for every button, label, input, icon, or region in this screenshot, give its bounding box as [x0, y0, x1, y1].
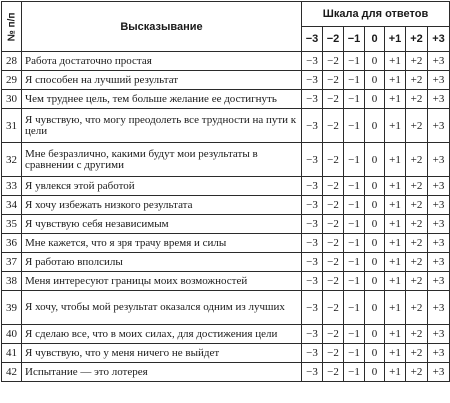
scale-option[interactable]: −2	[323, 325, 344, 344]
scale-option[interactable]: +2	[406, 272, 428, 291]
table-row	[2, 253, 450, 272]
scale-option[interactable]: −2	[323, 215, 344, 234]
scale-value-header: +3	[428, 27, 450, 52]
scale-option[interactable]: −2	[323, 52, 344, 71]
questionnaire-table	[1, 1, 450, 382]
scale-option[interactable]: +2	[406, 344, 428, 363]
statement-text: Я увлекся этой работой	[22, 177, 302, 196]
scale-option[interactable]: −1	[344, 272, 365, 291]
scale-option[interactable]: −2	[323, 90, 344, 109]
scale-option[interactable]: +2	[406, 215, 428, 234]
scale-option[interactable]: +3	[428, 196, 450, 215]
scale-option[interactable]: 0	[365, 177, 385, 196]
scale-option[interactable]: −2	[323, 109, 344, 143]
statement-text: Мне безразлично, какими будут мои результаты в сравнении с другими	[22, 143, 302, 177]
scale-option[interactable]: 0	[365, 363, 385, 382]
scale-option[interactable]: −2	[323, 143, 344, 177]
statement-text: Я чувствую себя независимым	[22, 215, 302, 234]
scale-option[interactable]: +3	[428, 177, 450, 196]
scale-option[interactable]: +1	[385, 109, 406, 143]
row-number: 35	[2, 215, 22, 234]
table-row	[2, 109, 450, 143]
scale-option[interactable]: −2	[323, 177, 344, 196]
scale-option[interactable]: −2	[323, 344, 344, 363]
scale-option[interactable]: −1	[344, 52, 365, 71]
scale-value-header: 0	[365, 27, 385, 52]
statement-text: Чем труднее цель, тем больше желание ее достигнуть	[22, 90, 302, 109]
scale-option[interactable]: +2	[406, 90, 428, 109]
scale-option[interactable]: −2	[323, 272, 344, 291]
scale-header: Шкала для ответов	[302, 2, 450, 27]
row-number: 40	[2, 325, 22, 344]
statement-text: Работа достаточно простая	[22, 52, 302, 71]
scale-option[interactable]: −3	[302, 90, 323, 109]
index-column-label: № п/п	[6, 12, 17, 41]
scale-option[interactable]: +2	[406, 253, 428, 272]
index-column-header	[2, 2, 22, 52]
scale-option[interactable]: +3	[428, 215, 450, 234]
scale-option[interactable]: +2	[406, 52, 428, 71]
row-number: 37	[2, 253, 22, 272]
scale-option[interactable]: −3	[302, 272, 323, 291]
scale-option[interactable]: 0	[365, 143, 385, 177]
scale-value-header: −1	[344, 27, 365, 52]
scale-option[interactable]: −1	[344, 177, 365, 196]
scale-option[interactable]: +3	[428, 363, 450, 382]
scale-option[interactable]: −2	[323, 71, 344, 90]
row-number: 28	[2, 52, 22, 71]
scale-option[interactable]: +2	[406, 325, 428, 344]
scale-option[interactable]: 0	[365, 90, 385, 109]
scale-option[interactable]: +1	[385, 71, 406, 90]
scale-option[interactable]: +1	[385, 272, 406, 291]
table-row	[2, 272, 450, 291]
table-body	[2, 52, 450, 382]
row-number: 32	[2, 143, 22, 177]
row-number: 34	[2, 196, 22, 215]
scale-option[interactable]: +1	[385, 90, 406, 109]
scale-option[interactable]: −1	[344, 253, 365, 272]
scale-option[interactable]: +1	[385, 52, 406, 71]
table-row	[2, 52, 450, 71]
scale-option[interactable]: −3	[302, 215, 323, 234]
scale-value-header: −3	[302, 27, 323, 52]
table-row	[2, 344, 450, 363]
table-row	[2, 177, 450, 196]
statement-text: Испытание — это лотерея	[22, 363, 302, 382]
row-number: 41	[2, 344, 22, 363]
scale-option[interactable]: −3	[302, 253, 323, 272]
scale-option[interactable]: 0	[365, 71, 385, 90]
statement-text: Меня интересуют границы моих возможностей	[22, 272, 302, 291]
scale-option[interactable]: +3	[428, 325, 450, 344]
scale-option[interactable]: +3	[428, 291, 450, 325]
scale-option[interactable]: −3	[302, 234, 323, 253]
scale-option[interactable]: +1	[385, 196, 406, 215]
row-number: 33	[2, 177, 22, 196]
scale-option[interactable]: +2	[406, 177, 428, 196]
statement-text: Мне кажется, что я зря трачу время и силы	[22, 234, 302, 253]
scale-option[interactable]: 0	[365, 291, 385, 325]
scale-option[interactable]: +3	[428, 143, 450, 177]
scale-option[interactable]: −3	[302, 177, 323, 196]
scale-option[interactable]: 0	[365, 253, 385, 272]
row-number: 42	[2, 363, 22, 382]
scale-option[interactable]: −1	[344, 215, 365, 234]
table-row	[2, 325, 450, 344]
scale-option[interactable]: −1	[344, 109, 365, 143]
scale-option[interactable]: +1	[385, 215, 406, 234]
scale-option[interactable]: −3	[302, 52, 323, 71]
statement-text: Я хочу, чтобы мой результат оказался одним из лучших	[22, 291, 302, 325]
scale-option[interactable]: −1	[344, 291, 365, 325]
table-row	[2, 234, 450, 253]
scale-value-header: +1	[385, 27, 406, 52]
scale-option[interactable]: −3	[302, 325, 323, 344]
scale-option[interactable]: 0	[365, 344, 385, 363]
table-row	[2, 143, 450, 177]
row-number: 38	[2, 272, 22, 291]
scale-option[interactable]: −1	[344, 325, 365, 344]
scale-option[interactable]: +1	[385, 325, 406, 344]
scale-option[interactable]: −1	[344, 234, 365, 253]
scale-option[interactable]: −3	[302, 363, 323, 382]
scale-option[interactable]: 0	[365, 52, 385, 71]
scale-option[interactable]: −2	[323, 363, 344, 382]
scale-option[interactable]: −1	[344, 344, 365, 363]
scale-option[interactable]: −3	[302, 291, 323, 325]
scale-option[interactable]: 0	[365, 196, 385, 215]
scale-option[interactable]: −3	[302, 143, 323, 177]
scale-option[interactable]: −1	[344, 90, 365, 109]
scale-option[interactable]: −2	[323, 234, 344, 253]
row-number: 30	[2, 90, 22, 109]
scale-option[interactable]: 0	[365, 109, 385, 143]
table-row	[2, 90, 450, 109]
scale-option[interactable]: +1	[385, 344, 406, 363]
scale-option[interactable]: +1	[385, 291, 406, 325]
scale-option[interactable]: 0	[365, 272, 385, 291]
scale-option[interactable]: +2	[406, 234, 428, 253]
statement-text: Я чувствую, что могу преодолеть все трудности на пути к цели	[22, 109, 302, 143]
scale-option[interactable]: +3	[428, 71, 450, 90]
scale-option[interactable]: −1	[344, 196, 365, 215]
scale-option[interactable]: −3	[302, 344, 323, 363]
table-row	[2, 71, 450, 90]
scale-option[interactable]: 0	[365, 325, 385, 344]
scale-option[interactable]: −1	[344, 363, 365, 382]
scale-option[interactable]: +3	[428, 90, 450, 109]
scale-option[interactable]: +1	[385, 363, 406, 382]
statement-text: Я работаю вполсилы	[22, 253, 302, 272]
row-number: 31	[2, 109, 22, 143]
scale-value-header: +2	[406, 27, 428, 52]
scale-option[interactable]: +1	[385, 177, 406, 196]
scale-option[interactable]: 0	[365, 234, 385, 253]
scale-option[interactable]: +3	[428, 272, 450, 291]
scale-option[interactable]: +3	[428, 109, 450, 143]
scale-option[interactable]: +2	[406, 71, 428, 90]
scale-option[interactable]: +2	[406, 363, 428, 382]
statement-text: Я хочу избежать низкого результата	[22, 196, 302, 215]
scale-option[interactable]: +2	[406, 196, 428, 215]
scale-value-header: −2	[323, 27, 344, 52]
scale-option[interactable]: +3	[428, 344, 450, 363]
scale-option[interactable]: −1	[344, 71, 365, 90]
row-number: 36	[2, 234, 22, 253]
row-number: 39	[2, 291, 22, 325]
row-number: 29	[2, 71, 22, 90]
scale-option[interactable]: −3	[302, 71, 323, 90]
scale-option[interactable]: +1	[385, 234, 406, 253]
scale-option[interactable]: +2	[406, 291, 428, 325]
table-row	[2, 363, 450, 382]
statement-text: Я способен на лучший результат	[22, 71, 302, 90]
scale-option[interactable]: +2	[406, 143, 428, 177]
scale-option[interactable]: −3	[302, 109, 323, 143]
scale-option[interactable]: +1	[385, 253, 406, 272]
scale-option[interactable]: −1	[344, 143, 365, 177]
scale-option[interactable]: −2	[323, 196, 344, 215]
table-row	[2, 291, 450, 325]
scale-option[interactable]: −2	[323, 253, 344, 272]
scale-option[interactable]: −2	[323, 291, 344, 325]
statement-text: Я сделаю все, что в моих силах, для достижения цели	[22, 325, 302, 344]
scale-option[interactable]: +3	[428, 52, 450, 71]
scale-option[interactable]: +2	[406, 109, 428, 143]
table-row	[2, 196, 450, 215]
statement-column-header: Высказывание	[22, 2, 302, 52]
scale-option[interactable]: +3	[428, 234, 450, 253]
table-row	[2, 215, 450, 234]
scale-option[interactable]: +3	[428, 253, 450, 272]
scale-option[interactable]: +1	[385, 143, 406, 177]
scale-option[interactable]: 0	[365, 215, 385, 234]
scale-option[interactable]: −3	[302, 196, 323, 215]
statement-text: Я чувствую, что у меня ничего не выйдет	[22, 344, 302, 363]
